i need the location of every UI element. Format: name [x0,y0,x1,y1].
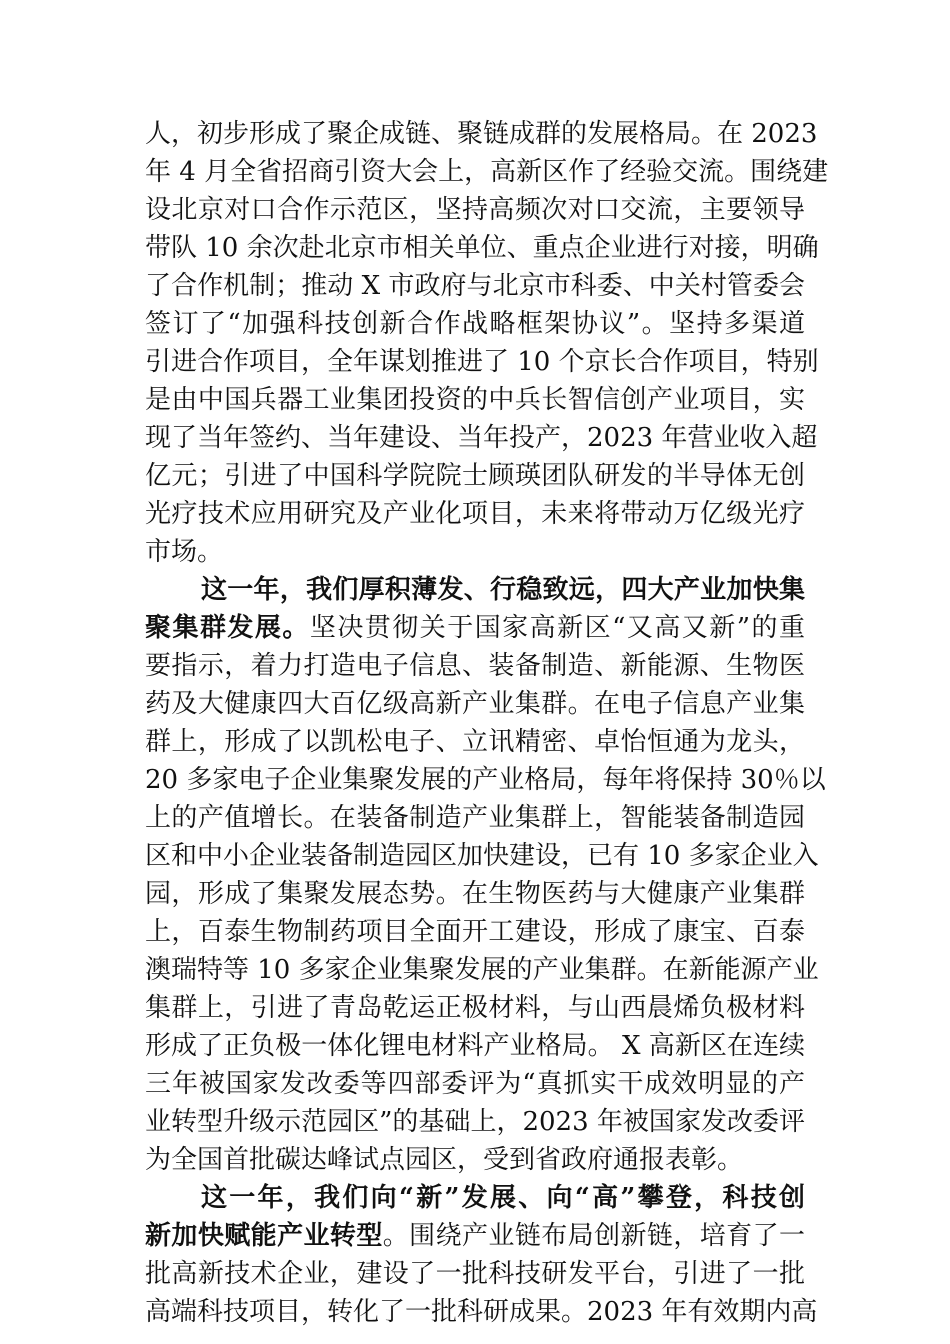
p1-line-5: 了合作机制；推动 X 市政府与北京市科委、中关村管委会 [145,271,805,301]
p2-line-8: 区和中小企业装备制造园区加快建设，已有 10 多家企业入 [145,841,819,871]
p3-line-2-rest: 。围绕产业链布局创新链，培育了一 [382,1221,805,1251]
p1-line-9: 现了当年签约、当年建设、当年投产，2023 年营业收入超 [145,423,818,453]
p3-line-2 [145,1216,805,1256]
p2-lead-bold-line-1: 这一年，我们厚积薄发、行稳致远，四大产业加快集 [201,575,805,605]
p2-line-10: 上，百泰生物制药项目全面开工建设，形成了康宝、百泰 [145,917,805,947]
p1-line-1: 人，初步形成了聚企成链、聚链成群的发展格局。在 2023 [145,119,818,149]
p2-line-11: 澳瑞特等 10 多家企业集聚发展的产业集群。在新能源产业 [145,955,819,985]
p2-line-7: 上的产值增长。在装备制造产业集群上，智能装备制造园 [145,803,805,833]
p2-line-13: 形成了正负极一体化锂电材料产业格局。 X 高新区在连续 [145,1031,805,1061]
p1-line-10: 亿元；引进了中国科学院院士顾瑛团队研发的半导体无创 [145,461,805,491]
p3-line-3: 批高新技术企业，建设了一批科技研发平台，引进了一批 [145,1259,805,1289]
p1-line-11: 光疗技术应用研究及产业化项目，未来将带动万亿级光疗 [145,499,805,529]
p1-line-2: 年 4 月全省招商引资大会上，高新区作了经验交流。围绕建 [145,157,829,187]
p2-line-5: 群上，形成了以凯松电子、立讯精密、卓怡恒通为龙头， [145,727,805,757]
p1-line-4: 带队 10 余次赴北京市相关单位、重点企业进行对接，明确 [145,233,819,263]
p1-line-3: 设北京对口合作示范区，坚持高频次对口交流，主要领导 [145,195,805,225]
p1-line-12: 市场。 [145,537,224,567]
p3-lead-bold-line-2: 新加快赋能产业转型 [145,1221,383,1251]
p2-line-15: 业转型升级示范园区”的基础上，2023 年被国家发改委评 [145,1107,805,1137]
p1-line-8: 是由中国兵器工业集团投资的中兵长智信创产业项目，实 [145,385,805,415]
p2-line-6: 20 多家电子企业集聚发展的产业格局，每年将保持 30％以 [145,765,826,795]
p2-line-16: 为全国首批碳达峰试点园区，受到省政府通报表彰。 [145,1145,744,1175]
p2-lead-bold-line-2: 聚集群发展。 [145,613,310,643]
p3-line-4: 高端科技项目，转化了一批科研成果。2023 年有效期内高 [145,1297,818,1327]
p2-line-14: 三年被国家发改委等四部委评为“真抓实干成效明显的产 [145,1069,805,1099]
p2-line-9: 园，形成了集聚发展态势。在生物医药与大健康产业集群 [145,879,805,909]
p3-lead-bold-line-1: 这一年，我们向“新”发展、向“高”攀登，科技创 [201,1183,805,1213]
p2-line-2-rest: 坚决贯彻关于国家高新区“又高又新”的重 [309,613,805,643]
p2-line-4: 药及大健康四大百亿级高新产业集群。在电子信息产业集 [145,689,805,719]
p1-line-6: 签订了“加强科技创新合作战略框架协议”。坚持多渠道 [145,309,805,339]
p2-line-3: 要指示，着力打造电子信息、装备制造、新能源、生物医 [145,651,805,681]
p2-line-2 [145,608,805,648]
p1-line-7: 引进合作项目，全年谋划推进了 10 个京长合作项目，特别 [145,347,819,377]
p2-line-12: 集群上，引进了青岛乾运正极材料，与山西晨烯负极材料 [145,993,805,1023]
